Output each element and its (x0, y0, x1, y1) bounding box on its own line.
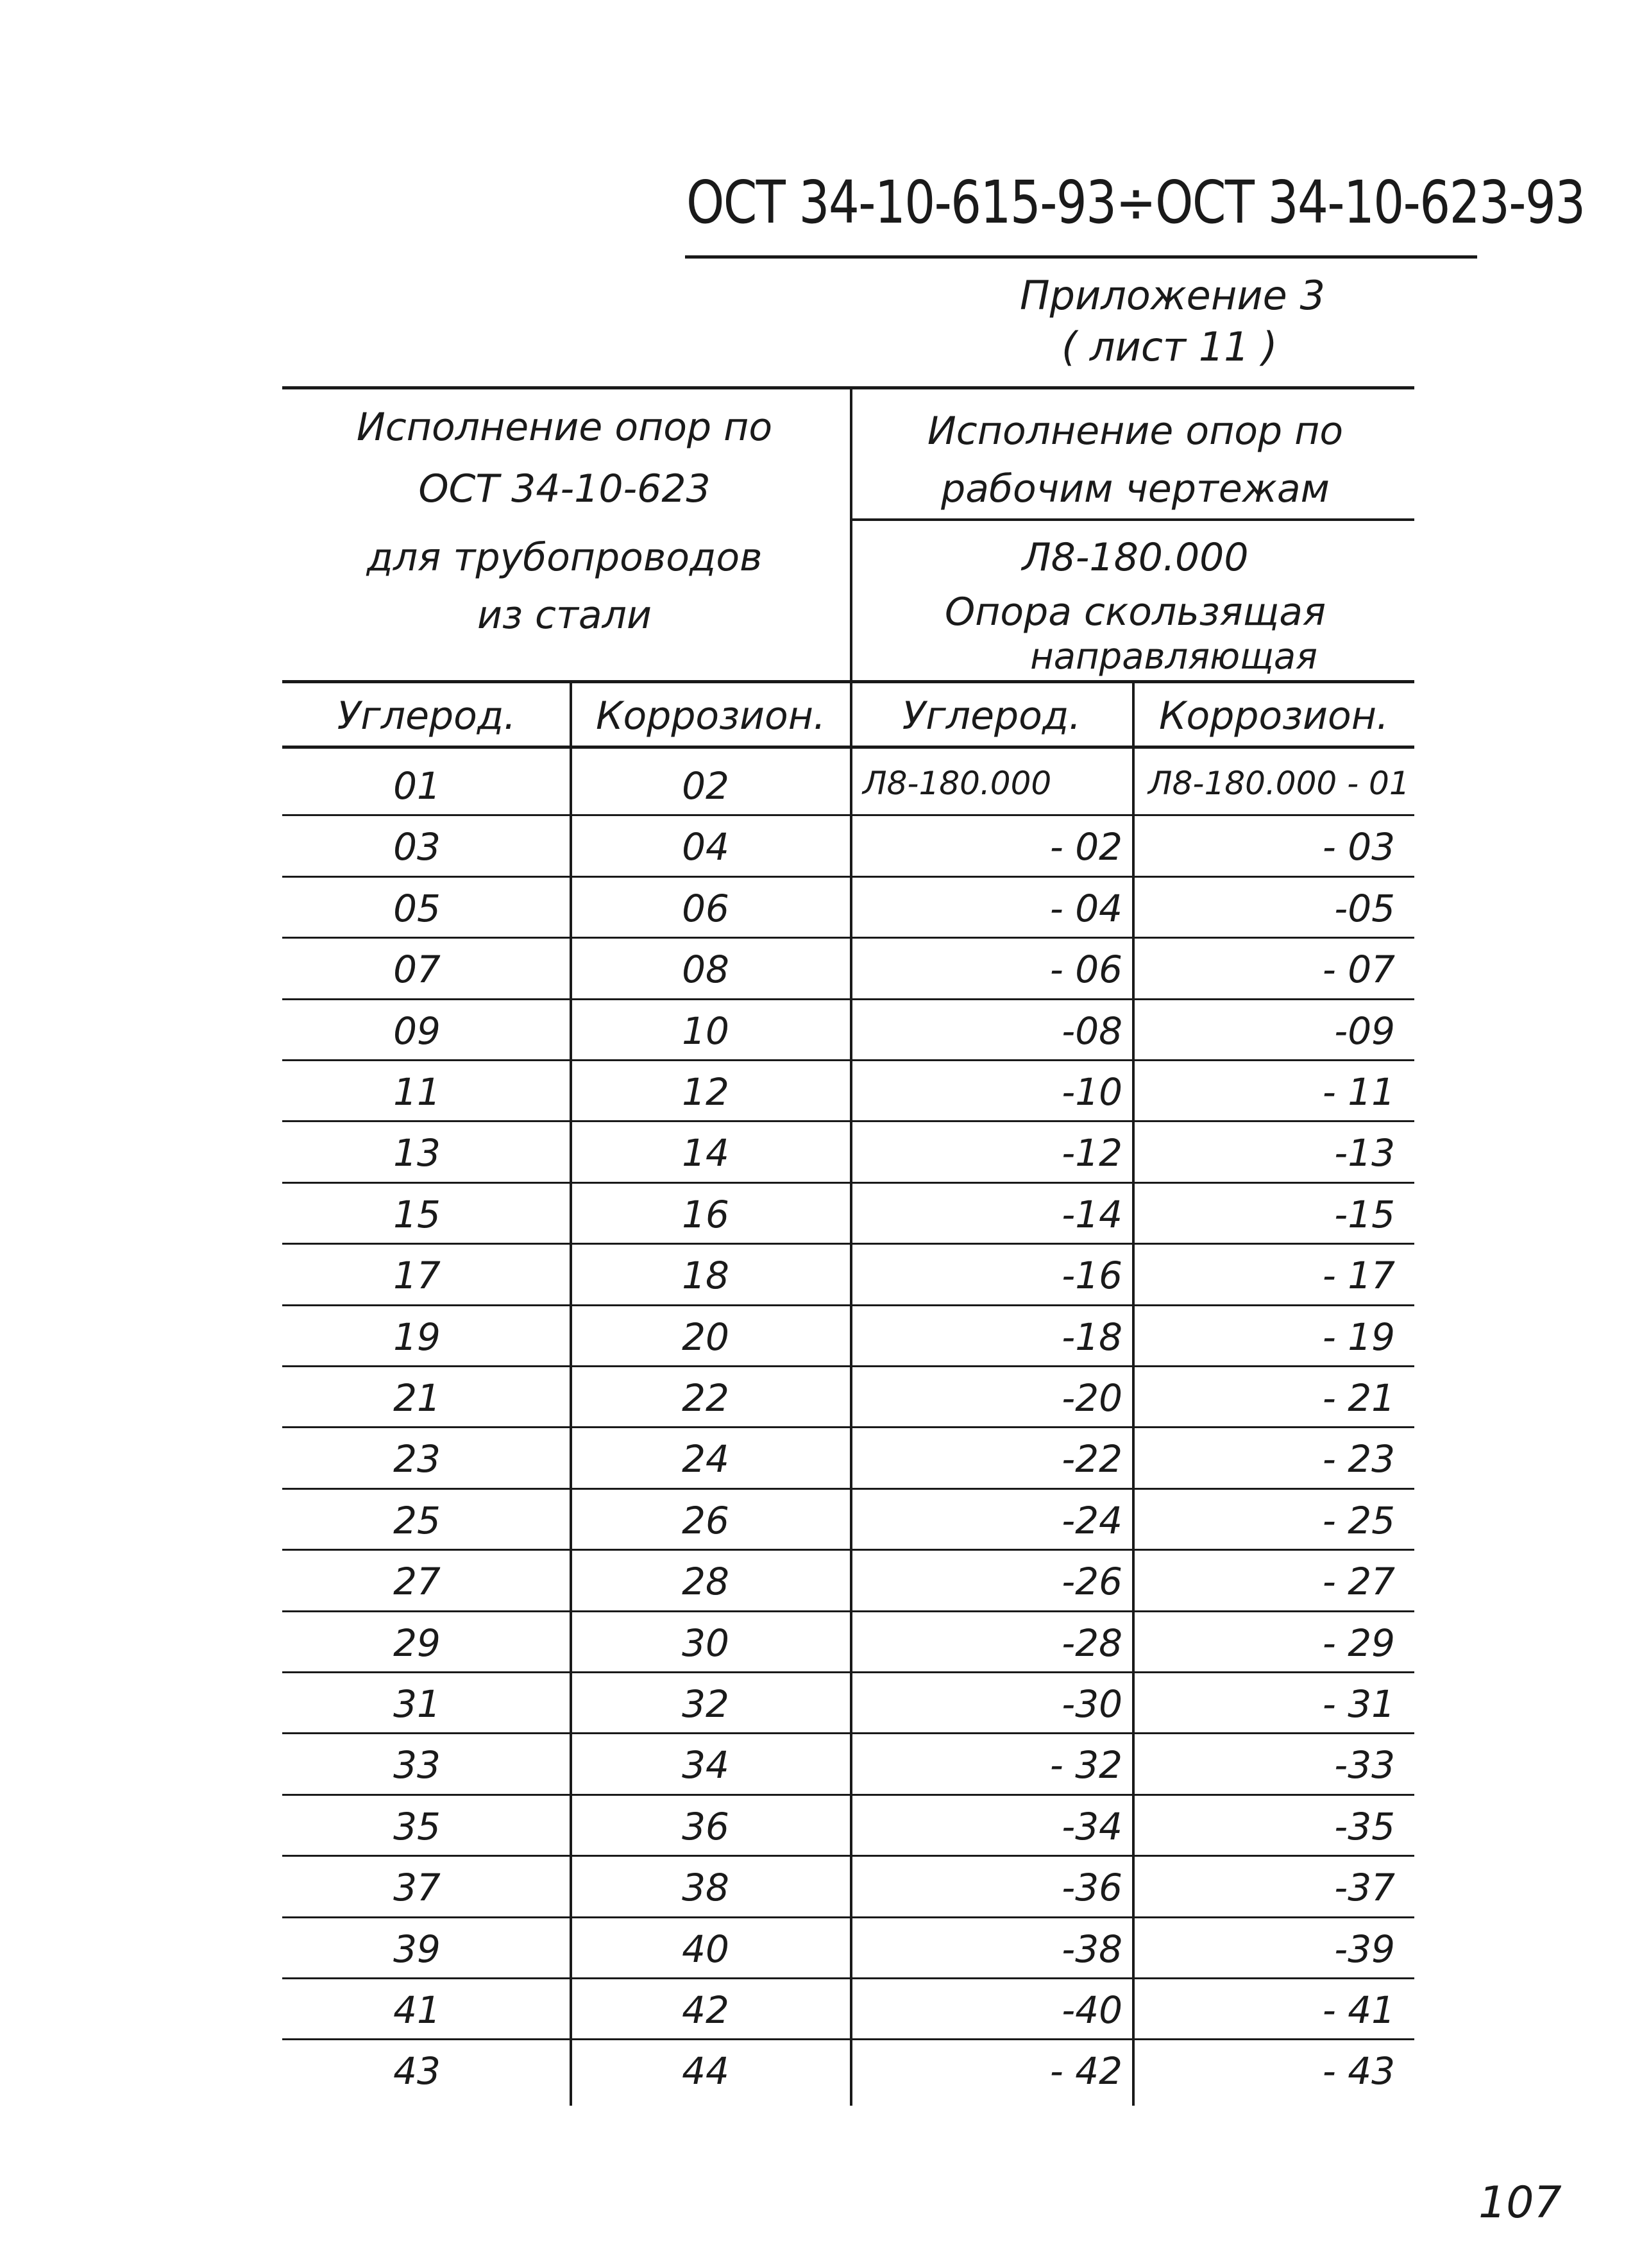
carbon-ost-cell: 17 (393, 1254, 441, 1298)
carbon-drawing-cell: -34 (1062, 1804, 1122, 1848)
carbon-drawing-cell: -28 (1062, 1621, 1122, 1665)
carbon-ost-cell: 21 (393, 1376, 441, 1420)
carbon-drawing-cell: -16 (1062, 1254, 1122, 1298)
carbon-ost-cell: 07 (393, 948, 441, 992)
carbon-drawing-cell: -26 (1062, 1560, 1122, 1604)
carbon-drawing-cell: -08 (1062, 1009, 1122, 1053)
corrosion-drawing-cell: - 25 (1322, 1498, 1395, 1542)
corrosion-ost-cell: 38 (682, 1866, 729, 1910)
carbon-ost-cell: 23 (393, 1437, 441, 1481)
carbon-ost-cell: 43 (393, 2049, 441, 2093)
table-row-border (282, 937, 1414, 939)
corrosion-drawing-cell: - 23 (1322, 1437, 1395, 1481)
column-header-corrosion-right: Коррозион. (1158, 694, 1389, 738)
corrosion-drawing-cell: - 07 (1322, 948, 1395, 992)
corrosion-ost-cell: 14 (682, 1131, 729, 1175)
table-row-border (282, 1365, 1414, 1367)
carbon-ost-cell: 33 (393, 1743, 441, 1787)
carbon-ost-cell: 19 (393, 1315, 441, 1359)
appendix-label: Приложение 3 (1020, 272, 1325, 319)
corrosion-ost-cell: 04 (682, 825, 729, 869)
corrosion-ost-cell: 40 (682, 1927, 729, 1971)
header-right-line1: Исполнение опор по (927, 409, 1344, 454)
carbon-ost-cell: 41 (393, 1988, 441, 2032)
corrosion-drawing-cell: -09 (1334, 1009, 1395, 1053)
carbon-drawing-cell: -14 (1062, 1192, 1122, 1236)
column-header-carbon-right: Углерод. (902, 694, 1081, 738)
table-center-divider (850, 386, 852, 2106)
carbon-ost-cell: 09 (393, 1009, 441, 1053)
carbon-ost-cell: 31 (393, 1682, 441, 1726)
corrosion-ost-cell: 24 (682, 1437, 729, 1481)
corrosion-drawing-cell: - 21 (1322, 1376, 1395, 1420)
carbon-ost-cell: 29 (393, 1621, 441, 1665)
header-left-line3: для трубопроводов (366, 535, 763, 580)
corrosion-drawing-cell: - 31 (1322, 1682, 1395, 1726)
header-right-line2: рабочим чертежам (941, 466, 1330, 511)
header-left-line2: ОСТ 34-10-623 (418, 466, 711, 511)
drawing-title-line2: направляющая (1030, 636, 1317, 678)
corrosion-drawing-cell: - 43 (1322, 2049, 1395, 2093)
corrosion-drawing-cell: -15 (1334, 1192, 1395, 1236)
corrosion-drawing-cell: -37 (1334, 1866, 1395, 1910)
table-row-border (282, 1977, 1414, 1979)
corrosion-ost-cell: 28 (682, 1560, 729, 1604)
table-row-border (282, 998, 1414, 1000)
carbon-ost-cell: 05 (393, 886, 441, 930)
carbon-ost-cell: 25 (393, 1498, 441, 1542)
header-left-line4: из стали (477, 593, 652, 638)
carbon-drawing-cell: -40 (1062, 1988, 1122, 2032)
corrosion-ost-cell: 42 (682, 1988, 729, 2032)
carbon-drawing-cell: - 04 (1049, 886, 1122, 930)
column-header-corrosion-left: Коррозион. (595, 694, 826, 738)
drawing-title-line1: Опора скользящая (944, 590, 1326, 635)
corrosion-ost-cell: 36 (682, 1804, 729, 1848)
carbon-drawing-cell: -18 (1062, 1315, 1122, 1359)
carbon-ost-cell: 01 (393, 764, 441, 808)
document-code: ОСТ 34-10-615-93÷ОСТ 34-10-623-93 (686, 168, 1585, 237)
carbon-ost-cell: 37 (393, 1866, 441, 1910)
corrosion-drawing-cell: -39 (1334, 1927, 1395, 1971)
header-right-divider (852, 518, 1414, 521)
table-row-border (282, 1610, 1414, 1612)
carbon-drawing-cell: -36 (1062, 1866, 1122, 1910)
table-row-border (282, 876, 1414, 878)
carbon-drawing-cell: -22 (1062, 1437, 1122, 1481)
table-row-border (282, 1120, 1414, 1122)
table-row-border (282, 2038, 1414, 2040)
table-row-border (282, 1426, 1414, 1428)
corrosion-drawing-cell: - 11 (1322, 1070, 1395, 1114)
column-header-carbon-left: Углерод. (337, 694, 516, 738)
corrosion-drawing-cell: - 29 (1322, 1621, 1395, 1665)
table-row-border (282, 1549, 1414, 1551)
corrosion-ost-cell: 22 (682, 1376, 729, 1420)
corrosion-ost-cell: 44 (682, 2049, 729, 2093)
table-row-border (282, 1182, 1414, 1184)
corrosion-ost-cell: 34 (682, 1743, 729, 1787)
carbon-ost-cell: 15 (393, 1192, 441, 1236)
corrosion-ost-cell: 20 (682, 1315, 729, 1359)
corrosion-ost-cell: 26 (682, 1498, 729, 1542)
table-row-border (282, 1243, 1414, 1245)
carbon-drawing-cell: -20 (1062, 1376, 1122, 1420)
carbon-drawing-cell: - 32 (1049, 1743, 1122, 1787)
corrosion-drawing-cell: -33 (1334, 1743, 1395, 1787)
carbon-drawing-cell: -38 (1062, 1927, 1122, 1971)
corrosion-ost-cell: 06 (682, 886, 729, 930)
corrosion-ost-cell: 02 (682, 764, 729, 808)
carbon-drawing-cell: -30 (1062, 1682, 1122, 1726)
corrosion-ost-cell: 12 (682, 1070, 729, 1114)
corrosion-drawing-cell: -13 (1334, 1131, 1395, 1175)
corrosion-drawing-cell: - 03 (1322, 825, 1395, 869)
carbon-drawing-cell: -24 (1062, 1498, 1122, 1542)
carbon-drawing-cell: - 02 (1049, 825, 1122, 869)
carbon-ost-cell: 35 (393, 1804, 441, 1848)
header-left-line1: Исполнение опор по (356, 405, 773, 450)
page-number: 107 (1478, 2178, 1562, 2228)
carbon-ost-cell: 03 (393, 825, 441, 869)
corrosion-drawing-cell: - 27 (1322, 1560, 1395, 1604)
table-row-border (282, 1304, 1414, 1306)
corrosion-drawing-cell: - 19 (1322, 1315, 1395, 1359)
corrosion-ost-cell: 32 (682, 1682, 729, 1726)
corrosion-drawing-cell: -05 (1334, 886, 1395, 930)
table-row-border (282, 1916, 1414, 1918)
header-bottom-border (282, 680, 1414, 683)
carbon-ost-cell: 39 (393, 1927, 441, 1971)
table-left-divider (570, 681, 572, 2106)
corrosion-ost-cell: 18 (682, 1254, 729, 1298)
sheet-label: ( лист 11 ) (1062, 323, 1278, 370)
table-row-border (282, 1732, 1414, 1734)
carbon-drawing-cell: -10 (1062, 1070, 1122, 1114)
corrosion-ost-cell: 30 (682, 1621, 729, 1665)
carbon-drawing-cell: - 42 (1049, 2049, 1122, 2093)
table-top-border (282, 386, 1414, 389)
document-code-underline (685, 255, 1477, 259)
table-row-border (282, 814, 1414, 816)
table-row-border (282, 1059, 1414, 1061)
corrosion-drawing-cell: Л8-180.000 - 01 (1148, 765, 1410, 802)
carbon-ost-cell: 11 (393, 1070, 441, 1114)
drawing-code: Л8-180.000 (1022, 535, 1249, 580)
table-row-border (282, 1855, 1414, 1857)
corrosion-ost-cell: 08 (682, 948, 729, 992)
corrosion-ost-cell: 16 (682, 1192, 729, 1236)
carbon-drawing-cell: - 06 (1049, 948, 1122, 992)
carbon-ost-cell: 13 (393, 1131, 441, 1175)
carbon-drawing-cell: Л8-180.000 (863, 765, 1052, 802)
carbon-drawing-cell: -12 (1062, 1131, 1122, 1175)
corrosion-drawing-cell: - 41 (1322, 1988, 1395, 2032)
column-header-border (282, 746, 1414, 749)
table-right-divider (1132, 681, 1135, 2106)
corrosion-ost-cell: 10 (682, 1009, 729, 1053)
table-row-border (282, 1488, 1414, 1490)
corrosion-drawing-cell: -35 (1334, 1804, 1395, 1848)
carbon-ost-cell: 27 (393, 1560, 441, 1604)
table-row-border (282, 1671, 1414, 1673)
corrosion-drawing-cell: - 17 (1322, 1254, 1395, 1298)
table-row-border (282, 1794, 1414, 1796)
